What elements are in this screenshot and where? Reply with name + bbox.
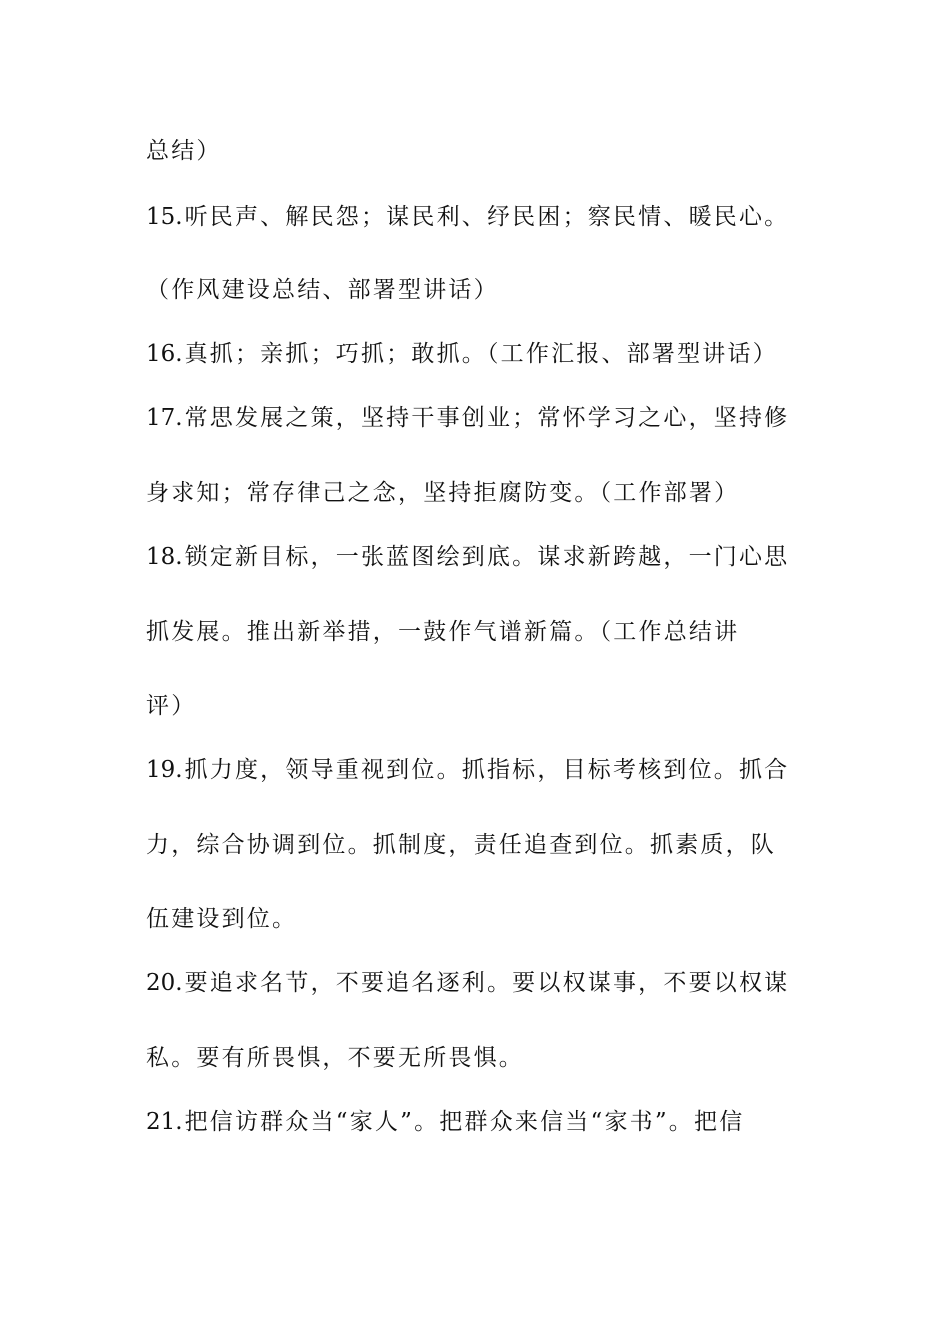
line-text: 评） bbox=[146, 693, 197, 719]
item-21-line-1 bbox=[146, 1102, 808, 1142]
item-number: 15. bbox=[146, 204, 183, 230]
line-text: 真抓；亲抓；巧抓；敢抓。（工作汇报、部署型讲话） bbox=[184, 341, 778, 367]
item-19-line-3 bbox=[146, 899, 808, 939]
line-text: 听民声、解民怨；谋民利、纾民困；察民情、暖民心。 bbox=[184, 204, 790, 230]
text-line-1 bbox=[146, 131, 808, 171]
item-16-line-1 bbox=[146, 334, 808, 374]
line-text: 要追求名节，不要追名逐利。要以权谋事，不要以权谋 bbox=[184, 970, 790, 996]
item-18-line-1 bbox=[146, 537, 808, 577]
item-number: 17. bbox=[146, 405, 183, 431]
item-20-line-2 bbox=[146, 1038, 808, 1078]
item-19-line-1 bbox=[146, 750, 808, 790]
line-text: 力，综合协调到位。抓制度，责任追查到位。抓素质，队 bbox=[146, 832, 776, 858]
item-17-line-2 bbox=[146, 473, 808, 513]
item-19-line-2 bbox=[146, 825, 808, 865]
item-20-line-1 bbox=[146, 963, 808, 1003]
line-text: （作风建设总结、部署型讲话） bbox=[146, 277, 499, 303]
line-text: 锁定新目标，一张蓝图绘到底。谋求新跨越，一门心思 bbox=[184, 544, 790, 570]
item-number: 18. bbox=[146, 544, 183, 570]
line-text: 总结） bbox=[146, 138, 222, 164]
line-text: 私。要有所畏惧，不要无所畏惧。 bbox=[146, 1045, 524, 1071]
item-number: 16. bbox=[146, 341, 183, 367]
item-18-line-3 bbox=[146, 686, 808, 726]
item-number: 19. bbox=[146, 757, 183, 783]
item-17-line-1 bbox=[146, 398, 808, 438]
item-15-line-1 bbox=[146, 197, 808, 237]
line-text: 伍建设到位。 bbox=[146, 906, 298, 932]
item-number: 20. bbox=[146, 970, 183, 996]
line-text: 身求知；常存律己之念，坚持拒腐防变。（工作部署） bbox=[146, 480, 740, 506]
line-text: 抓发展。推出新举措，一鼓作气谱新篇。（工作总结讲 bbox=[146, 619, 740, 645]
line-text: 把信访群众当“家人”。把群众来信当“家书”。把信 bbox=[184, 1109, 745, 1135]
item-18-line-2 bbox=[146, 612, 808, 652]
line-text: 常思发展之策，坚持干事创业；常怀学习之心，坚持修 bbox=[184, 405, 790, 431]
item-15-line-2 bbox=[146, 270, 808, 310]
line-text: 抓力度，领导重视到位。抓指标，目标考核到位。抓合 bbox=[184, 757, 790, 783]
item-number: 21. bbox=[146, 1109, 183, 1135]
